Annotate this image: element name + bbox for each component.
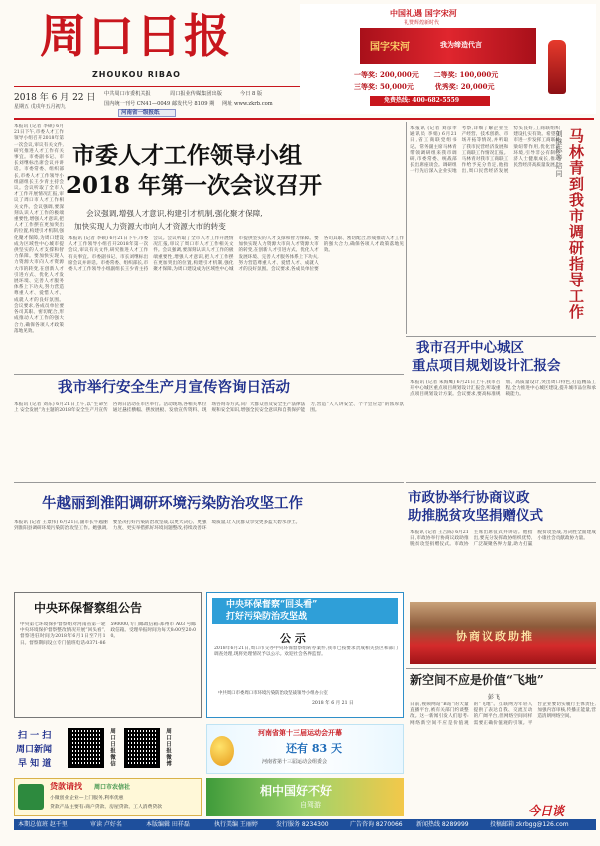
games-mascot bbox=[210, 736, 234, 766]
slogan: 河南省一级报纸 bbox=[121, 110, 160, 116]
cn-number: 国内统一刊号 CN41—0049 邮发代号 8109 期 bbox=[104, 101, 215, 107]
qr-code-wechat[interactable] bbox=[68, 728, 104, 768]
footer-distribution: 发行服务 8234300 bbox=[276, 821, 329, 828]
footer-editor: 本版编辑 田祥磊 bbox=[146, 821, 190, 828]
notice-heading: 公 示 bbox=[280, 632, 306, 645]
footer-art: 执行美编 王丽婷 bbox=[214, 821, 258, 828]
prize-row-2 bbox=[354, 82, 495, 92]
notice-title-2: 打好污染防治攻坚战 bbox=[226, 612, 308, 622]
ad-hotline: 免费热线: 400-682-5559 bbox=[384, 97, 460, 104]
essay-brand: 今日谈 bbox=[528, 804, 565, 818]
footer-ads: 广告咨询 8270066 bbox=[350, 821, 403, 828]
prize-1-value: 200,000元 bbox=[380, 70, 419, 79]
center-district-title-2: 重点项目规划设计汇报会 bbox=[412, 358, 561, 374]
inspection-title: 中央环保督察组公告 bbox=[34, 601, 143, 615]
inspection-body: 中央第七环境保护督察组对河南省第一轮中央环境保护督察整改情况开展“回头看”,督察进驻时间为2018年6月1日至7月1日。督察期间设立专门值班电话:0371-86590000,专门邮政信箱:郑州市 A03 号邮政信箱。受理举报时间为每天8:00至20:00。 bbox=[20, 622, 196, 646]
loan-logo bbox=[18, 784, 44, 810]
center-district-title-1: 我市召开中心城区 bbox=[416, 340, 524, 356]
pages-count: 今日 8 版 bbox=[240, 91, 263, 97]
niu-title: 牛越丽到淮阳调研环境污染防治攻坚工作 bbox=[42, 495, 303, 512]
notice-body: 2018年6月21日,周口市交办中央环保督察组转办案件,我市已按要求责成相关县区和部门调查处理,现将处理情况予以公示。欢迎社会各界监督。 bbox=[214, 646, 398, 658]
safety-body: 本报讯 (记者 刘东) 6月21日上午,以“生命至上 安全发展”为主题的2018年安全生产月宣传咨询日活动在市区举行。活动现场,各相关单位通过悬挂横幅、摆放展板、发放宣传资料、现场咨询等方式,向广大群众普及安全生产法律法规和安全知识,增强全民安全意识和自我保护能力,营造“人人讲安全、个个会应急”的浓厚氛围。 bbox=[14, 402, 404, 414]
essay-body: 日前,视频网站“B站”的大量直播平台,被有关部门约谈整改。这一新闻引发人们思考:网络新空间不应是价值观的“飞地”。互联网为年轻人提供了表达自我、交流互动的广阔平台,但网络空间同样需要正确价值观的引领。平台企业要切实履行主体责任,加强内容审核,传播正能量,营造清朗网络空间。 bbox=[410, 702, 596, 726]
website: 网址 www.zkrb.com bbox=[222, 101, 273, 107]
masthead-title: 周口日报 bbox=[40, 9, 232, 63]
lead-title-1: 市委人才工作领导小组 bbox=[72, 142, 302, 169]
prize-1-label: 一等奖: bbox=[354, 70, 378, 79]
weekday-line: 星期五 戊戌年五月初九 bbox=[14, 104, 66, 110]
qr-label-2: 周口新闻 bbox=[16, 745, 53, 755]
footer-review: 审读 卢好名 bbox=[90, 821, 122, 828]
essay-title: 新空间不应是价值“飞地” bbox=[410, 673, 544, 687]
lead-body-left: 本报讯 (记者 李硕) 6月21日下午,市委人才工作领导小组召开2018年第一次会议,审议有关文件,研究推进人才工作有关事宜。市委副书记、市长刘继标出席会议并讲话。市委常委、组织部长,市委人才工作领导小组副组长王少青主持会议。会议听取了全市人才工作开展情况汇报,审议了周口市人才工作相关文件。会议强调,要深刻认识人才工作的极端重要性,增强人才意识,把人才工作摆在更加突出的位置,构建引才机制,强化聚才保障,为周口建设成为区域性中心城市提供坚实的人才支撑和智力保障。要加快实现人力资源大市向人才资源大市的转变,在创新人才引进方式、优化人才发展环境、完善人才服务体系上下功夫,努力营造尊重人才、爱惜人才、成就人才的良好氛围。会议要求,各成员单位要各司其职、密切配合,形成推动人才工作的强大合力,确保各项人才政策落地见效。 bbox=[14, 124, 64, 334]
sponsor-2: 周口报业传媒集团出版 bbox=[170, 91, 222, 97]
games-days: 还有 83 天 bbox=[286, 742, 342, 755]
games-title: 河南省第十三届运动会开幕 bbox=[258, 728, 342, 737]
qr-label-wechat: 周口日报微信 bbox=[109, 728, 115, 767]
right-story-body: 本报讯 (记者 刘彦孝 通讯员 李娟) 6月21日,省工商联党组书记、常务副主席马林青带领调研组来我市调研,市委常委、统战部长出席座谈会。调研组一行先后深入企业实地考察,详细了解企业生产经营、技术创新、市场开拓等情况,并听取了我市民营经济发展和工商联工作情况汇报。马林青对我市工商联工作给予充分肯定,他指出,周口民营经济发展势头良好,工商联组织建设扎实有效。希望我市进一步发挥工商联桥梁纽带作用,优化营商环境,引导非公有制经济人士健康成长,推动民营经济高质量发展。 bbox=[410, 126, 560, 175]
center-district-body: 本报讯 (记者 朱海鹰) 6月21日上午,我市召开中心城区重点项目规划设计汇报会,听取重点项目规划设计方案。会议要求,要高标准规划、高质量设计,突出周口特色,打造精品工程,全力推进中心城区建设,提升城市品位和承载能力。 bbox=[410, 380, 596, 398]
prize-2-label: 二等奖: bbox=[433, 70, 458, 79]
masthead-pinyin: ZHOUKOU RIBAO bbox=[92, 70, 181, 79]
loan-company: 周口市农信社 bbox=[94, 784, 131, 791]
qr-label-1: 扫 一 扫 bbox=[18, 731, 52, 741]
date-line: 2018 年 6 月 22 日 bbox=[14, 93, 96, 103]
prize-3-value: 50,000元 bbox=[380, 82, 414, 91]
essay-author: 彭飞 bbox=[488, 694, 501, 701]
ad-header: 中国礼遇 国字宋河 bbox=[390, 8, 457, 18]
cppcc-title-2: 助推脱贫攻坚捐赠仪式 bbox=[408, 508, 543, 524]
cppcc-title-1: 市政协举行协商议政 bbox=[408, 490, 530, 506]
prize-3-label: 三等奖: bbox=[354, 82, 378, 91]
prize-row-1 bbox=[354, 70, 498, 80]
safety-title: 我市举行安全生产月宣传咨询日活动 bbox=[58, 379, 290, 396]
prize-2-value: 100,000元 bbox=[459, 70, 499, 79]
loan-line-2: 贷款产品主要有:商户贷款、房屋贷款、工人消费贷款 bbox=[50, 805, 162, 810]
notice-sign-1: 中共周口市委周口市环境污染防治攻坚战领导小组办公室 bbox=[218, 691, 328, 696]
lottery-ad bbox=[300, 4, 596, 114]
niu-body: 本报讯 (记者 王景伟) 6月21日,副市长牛越丽到淮阳县调研环境污染防治攻坚工作。她强调,要坚决打好污染防治攻坚战,以更大决心、更强力度、更实举措抓好环境问题整改,持续改善环境质量,让人民群众享受更多蓝天碧水净土。 bbox=[14, 520, 301, 532]
footer-duty: 本期总值班 赵千里 bbox=[18, 821, 68, 828]
qr-label-weibo: 周口日报微博 bbox=[165, 728, 171, 767]
games-sub: 河南省第十三届运动会组委会 bbox=[262, 759, 328, 765]
qr-code-weibo[interactable] bbox=[124, 728, 160, 768]
prize-4-value: 20,000元 bbox=[460, 82, 495, 91]
loan-line-1: 小微创业企业—上门服务,利率优惠 bbox=[50, 796, 124, 801]
lead-title-2: 2018 年第一次会议召开 bbox=[66, 172, 323, 199]
sponsor-1: 中共周口市委机关报 bbox=[104, 91, 151, 97]
travel-title: 相中国好不好 bbox=[260, 784, 333, 798]
right-story-title: 马林青到我市调研指导工作 bbox=[567, 128, 585, 320]
lead-sub-2: 加快实现人力资源大市向人才资源大市的转变 bbox=[74, 222, 226, 231]
lead-story bbox=[14, 122, 404, 372]
ad-brand: 国字宋河 bbox=[370, 42, 410, 53]
ad-bottle bbox=[548, 40, 566, 94]
notice-title-1: 中央环保督察“回头看” bbox=[226, 600, 318, 610]
qr-label-3: 早 知 道 bbox=[18, 759, 52, 769]
lead-body-main: 本报讯 (记者 李硕) 6月21日下午,市委人才工作领导小组召开2018年第一次会议,审议有关文件,研究推进人才工作有关事宜。市委副书记、市长刘继标出席会议并讲话。市委常委、组织部长,市委人才工作领导小组副组长王少青主持会议。会议听取了全市人才工作开展情况汇报,审议了周口市人才工作相关文件。会议强调,要深刻认识人才工作的极端重要性,增强人才意识,把人才工作摆在更加突出的位置,构建引才机制,强化聚才保障,为周口建设成为区域性中心城市提供坚实的人才支撑和智力保障。要加快实现人力资源大市向人才资源大市的转变,在创新人才引进方式、优化人才发展环境、完善人才服务体系上下功夫,努力营造尊重人才、爱惜人才、成就人才的良好氛围。会议要求,各成员单位要各司其职、密切配合,形成推动人才工作的强大合力,确保各项人才政策落地见效。 bbox=[68, 236, 404, 273]
lead-sub-1: 会议强调,增强人才意识,构建引才机制,强化聚才保障, bbox=[86, 209, 263, 218]
cppcc-body: 本报讯 (记者 王吉陈) 6月21日,市政协举行协商议政助推脱贫攻坚捐赠仪式。市政协主席出席仪式并讲话。他指出,要充分发挥政协组织优势,广泛凝聚各界力量,助力打赢脱贫攻坚战,为决胜全面建成小康社会贡献政协力量。 bbox=[410, 530, 596, 548]
ad-subheader: 礼赞辉煌新时代 bbox=[404, 20, 440, 26]
ad-qr bbox=[304, 42, 328, 66]
footer-email: 投稿邮箱 zkrbgg@126.com bbox=[490, 821, 569, 828]
notice-sign-2: 2018 年 6 月 21 日 bbox=[312, 701, 354, 706]
right-story-byline: 刘继标等陪同 bbox=[555, 130, 563, 178]
ad-tagline: 我为缔造代言 bbox=[440, 40, 482, 49]
footer-items bbox=[14, 819, 596, 830]
loan-title: 贷款请找 bbox=[50, 781, 82, 791]
travel-sub: 自驾游 bbox=[300, 801, 321, 809]
cppcc-photo-banner: 协商议政助推 bbox=[456, 630, 534, 643]
footer-hotline: 新闻热线 8289999 bbox=[416, 821, 469, 828]
prize-4-label: 优秀奖: bbox=[434, 82, 459, 91]
